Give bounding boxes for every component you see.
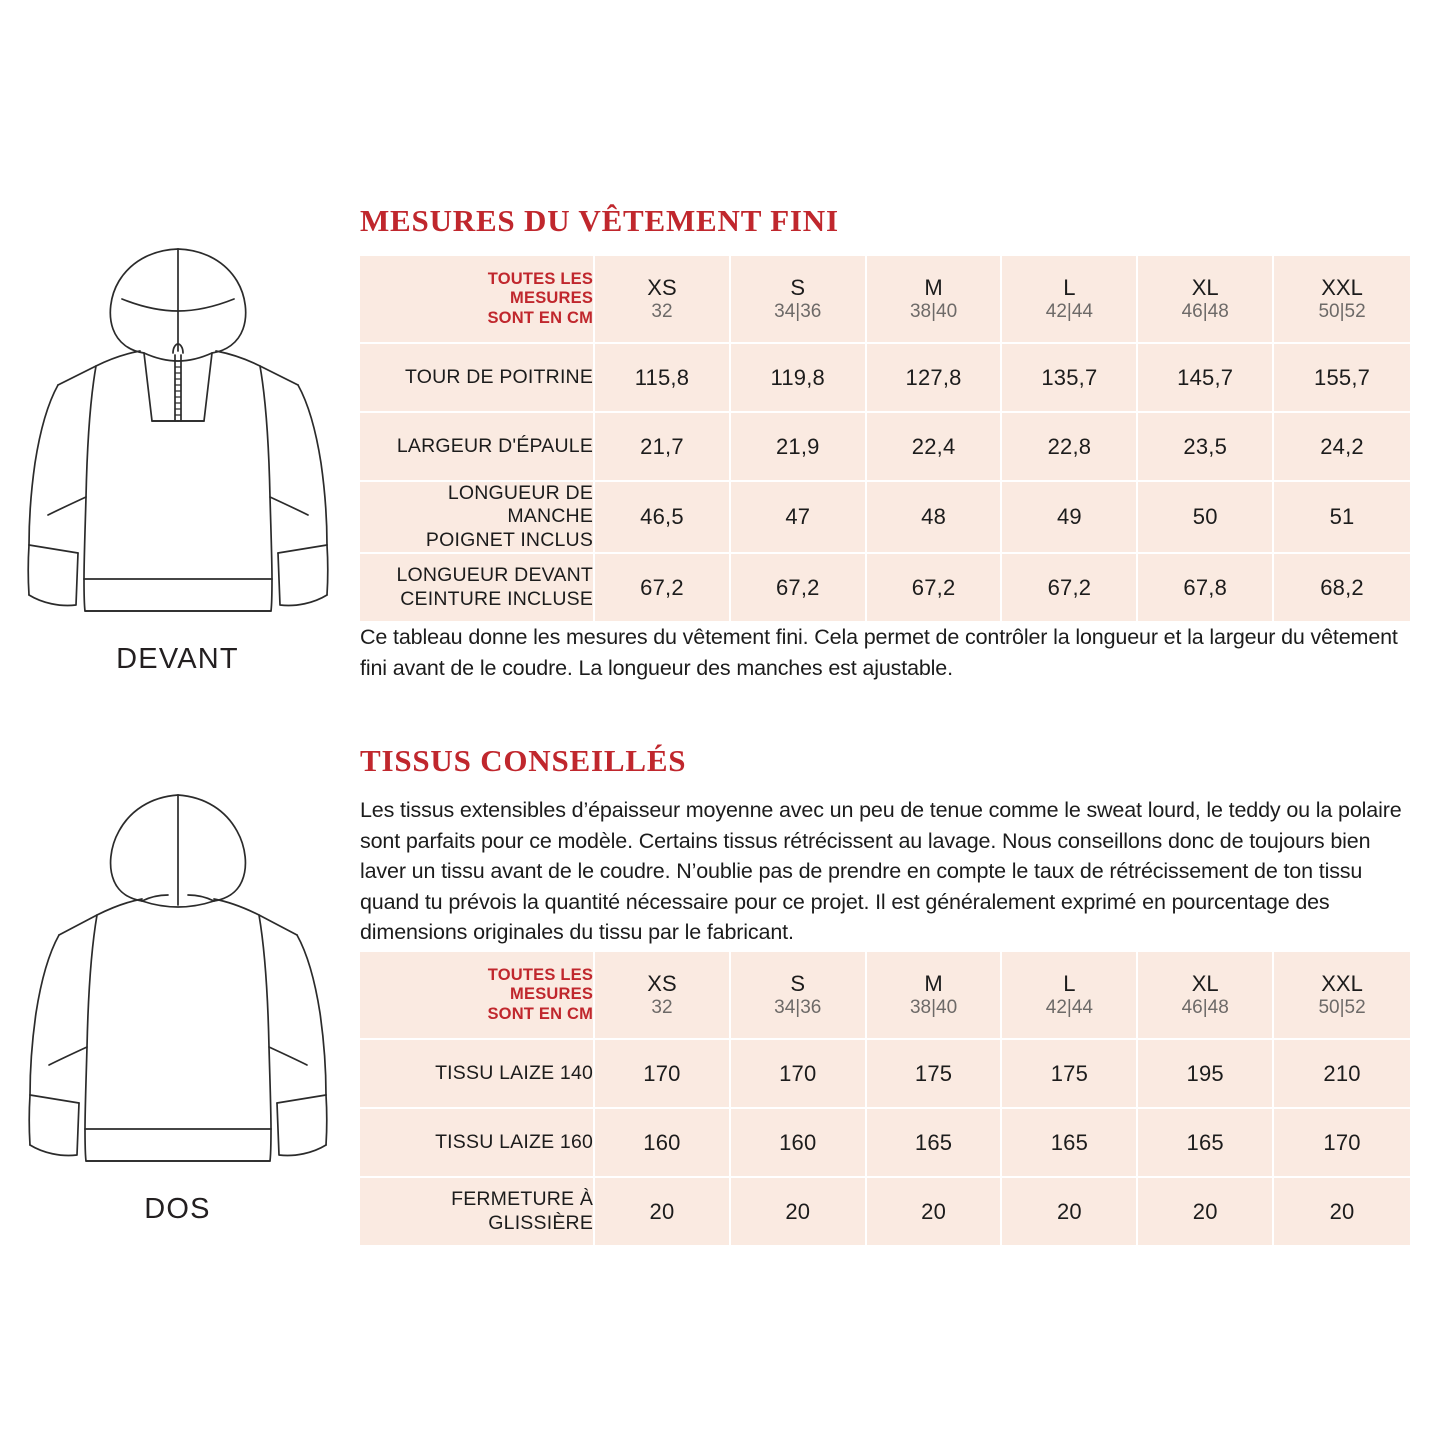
size-header-l [1002, 256, 1138, 344]
cell-value: 67,2 [731, 554, 867, 621]
size-name: L [1063, 970, 1076, 996]
row-label: LARGEUR D'ÉPAULE [360, 413, 595, 482]
cell-value: 160 [595, 1109, 731, 1178]
cell-value: 127,8 [867, 344, 1003, 413]
garment-back-view [0, 785, 355, 1226]
size-number: 46|48 [1181, 997, 1229, 1019]
size-number: 46|48 [1181, 301, 1229, 323]
size-name: XS [647, 274, 677, 300]
cell-value: 119,8 [731, 344, 867, 413]
size-header-s [731, 952, 867, 1040]
size-header-s [731, 256, 867, 344]
cell-value: 170 [595, 1040, 731, 1109]
size-number: 38|40 [909, 997, 958, 1019]
size-number: 42|44 [1045, 301, 1093, 323]
cell-value: 20 [1138, 1178, 1274, 1245]
cell-value: 170 [731, 1040, 867, 1109]
table-row [360, 1109, 1410, 1178]
fabrics-note: Les tissus extensibles d’épaisseur moyenne avec un peu de tenue comme le sweat lourd, le teddy ou la polaire sont parfaits pour ce modèle. Certains tissus rétrécissent au lavage. Nous conseillons donc de toujours bien laver un tissu avant de le coudre. N’oublie pas de prendre en compte le taux de rétrécissement de ton tissu quand tu prévois la quantité nécessaire pour ce projet. Il est généralement exprimé en pourcentage des dimensions originales du tissu par le fabricant. [360, 798, 1402, 945]
size-header-xs [595, 952, 731, 1040]
size-name: XL [1191, 970, 1219, 996]
size-number: 42|44 [1045, 997, 1093, 1019]
row-label: FERMETURE À GLISSIÈRE [360, 1178, 595, 1245]
back-view-caption: DOS [144, 1193, 211, 1225]
size-header-xl [1138, 256, 1274, 344]
table-row [360, 1040, 1410, 1109]
row-label: TOUR DE POITRINE [360, 344, 595, 413]
hoodie-back-illustration [18, 785, 338, 1185]
measurements-note: Ce tableau donne les mesures du vêtement fini. Cela permet de contrôler la longueur et la largeur du vêtement fini avant de le coudre. La longueur des manches est ajustable. [360, 625, 1398, 680]
table-row [360, 554, 1410, 621]
garment-front-view [0, 235, 355, 676]
size-number: 32 [651, 997, 673, 1019]
cell-value: 67,2 [867, 554, 1003, 621]
table-row [360, 344, 1410, 413]
size-name: S [790, 274, 806, 300]
cell-value: 155,7 [1274, 344, 1410, 413]
cell-value: 165 [867, 1109, 1003, 1178]
row-label: TISSU LAIZE 140 [360, 1040, 595, 1109]
size-header-xl [1138, 952, 1274, 1040]
size-header-m [867, 952, 1003, 1040]
cell-value: 165 [1002, 1109, 1138, 1178]
cell-value: 20 [867, 1178, 1003, 1245]
size-number: 38|40 [909, 301, 958, 323]
cell-value: 145,7 [1138, 344, 1274, 413]
measurements-unit-label: TOUTES LES MESURES SONT EN CM [360, 256, 595, 344]
row-label: TISSU LAIZE 160 [360, 1109, 595, 1178]
cell-value: 20 [731, 1178, 867, 1245]
size-number: 50|52 [1318, 301, 1366, 323]
cell-value: 20 [1274, 1178, 1410, 1245]
table-row [360, 413, 1410, 482]
table-header-row [360, 952, 1410, 1040]
size-name: XXL [1321, 970, 1363, 996]
size-name: M [924, 274, 943, 300]
fabrics-unit-label: TOUTES LES MESURES SONT EN CM [360, 952, 595, 1040]
size-number: 50|52 [1318, 997, 1366, 1019]
cell-value: 175 [1002, 1040, 1138, 1109]
fabrics-heading: TISSUS CONSEILLÉS [360, 743, 687, 778]
cell-value: 195 [1138, 1040, 1274, 1109]
cell-value: 22,4 [867, 413, 1003, 482]
cell-value: 67,8 [1138, 554, 1274, 621]
table-row [360, 482, 1410, 554]
size-name: XS [647, 970, 677, 996]
size-name: M [924, 970, 943, 996]
cell-value: 68,2 [1274, 554, 1410, 621]
hoodie-front-illustration [18, 235, 338, 635]
cell-value: 51 [1274, 482, 1410, 554]
table-row [360, 1178, 1410, 1245]
size-number: 34|36 [774, 301, 822, 323]
cell-value: 175 [867, 1040, 1003, 1109]
cell-value: 49 [1002, 482, 1138, 554]
cell-value: 48 [867, 482, 1003, 554]
cell-value: 24,2 [1274, 413, 1410, 482]
row-label: LONGUEUR DEVANT CEINTURE INCLUSE [360, 554, 595, 621]
size-header-xxl [1274, 952, 1410, 1040]
cell-value: 135,7 [1002, 344, 1138, 413]
recommended-fabrics-table [360, 952, 1410, 1245]
size-header-xxl [1274, 256, 1410, 344]
size-name: S [790, 970, 806, 996]
illustration-column [0, 0, 355, 1445]
size-number: 34|36 [774, 997, 822, 1019]
size-header-m [867, 256, 1003, 344]
cell-value: 115,8 [595, 344, 731, 413]
cell-value: 67,2 [1002, 554, 1138, 621]
cell-value: 165 [1138, 1109, 1274, 1178]
cell-value: 46,5 [595, 482, 731, 554]
size-header-xs [595, 256, 731, 344]
size-header-l [1002, 952, 1138, 1040]
cell-value: 50 [1138, 482, 1274, 554]
cell-value: 170 [1274, 1109, 1410, 1178]
cell-value: 22,8 [1002, 413, 1138, 482]
cell-value: 21,9 [731, 413, 867, 482]
finished-garment-measurements-table [360, 256, 1410, 621]
cell-value: 47 [731, 482, 867, 554]
cell-value: 160 [731, 1109, 867, 1178]
row-label: LONGUEUR DE MANCHE POIGNET INCLUS [360, 482, 595, 554]
cell-value: 23,5 [1138, 413, 1274, 482]
cell-value: 21,7 [595, 413, 731, 482]
cell-value: 20 [595, 1178, 731, 1245]
front-view-caption: DEVANT [116, 643, 239, 675]
size-name: XXL [1321, 274, 1363, 300]
cell-value: 20 [1002, 1178, 1138, 1245]
measurements-heading: MESURES DU VÊTEMENT FINI [360, 203, 839, 238]
cell-value: 210 [1274, 1040, 1410, 1109]
size-name: XL [1191, 274, 1219, 300]
size-name: L [1063, 274, 1076, 300]
size-number: 32 [651, 301, 673, 323]
table-header-row [360, 256, 1410, 344]
cell-value: 67,2 [595, 554, 731, 621]
